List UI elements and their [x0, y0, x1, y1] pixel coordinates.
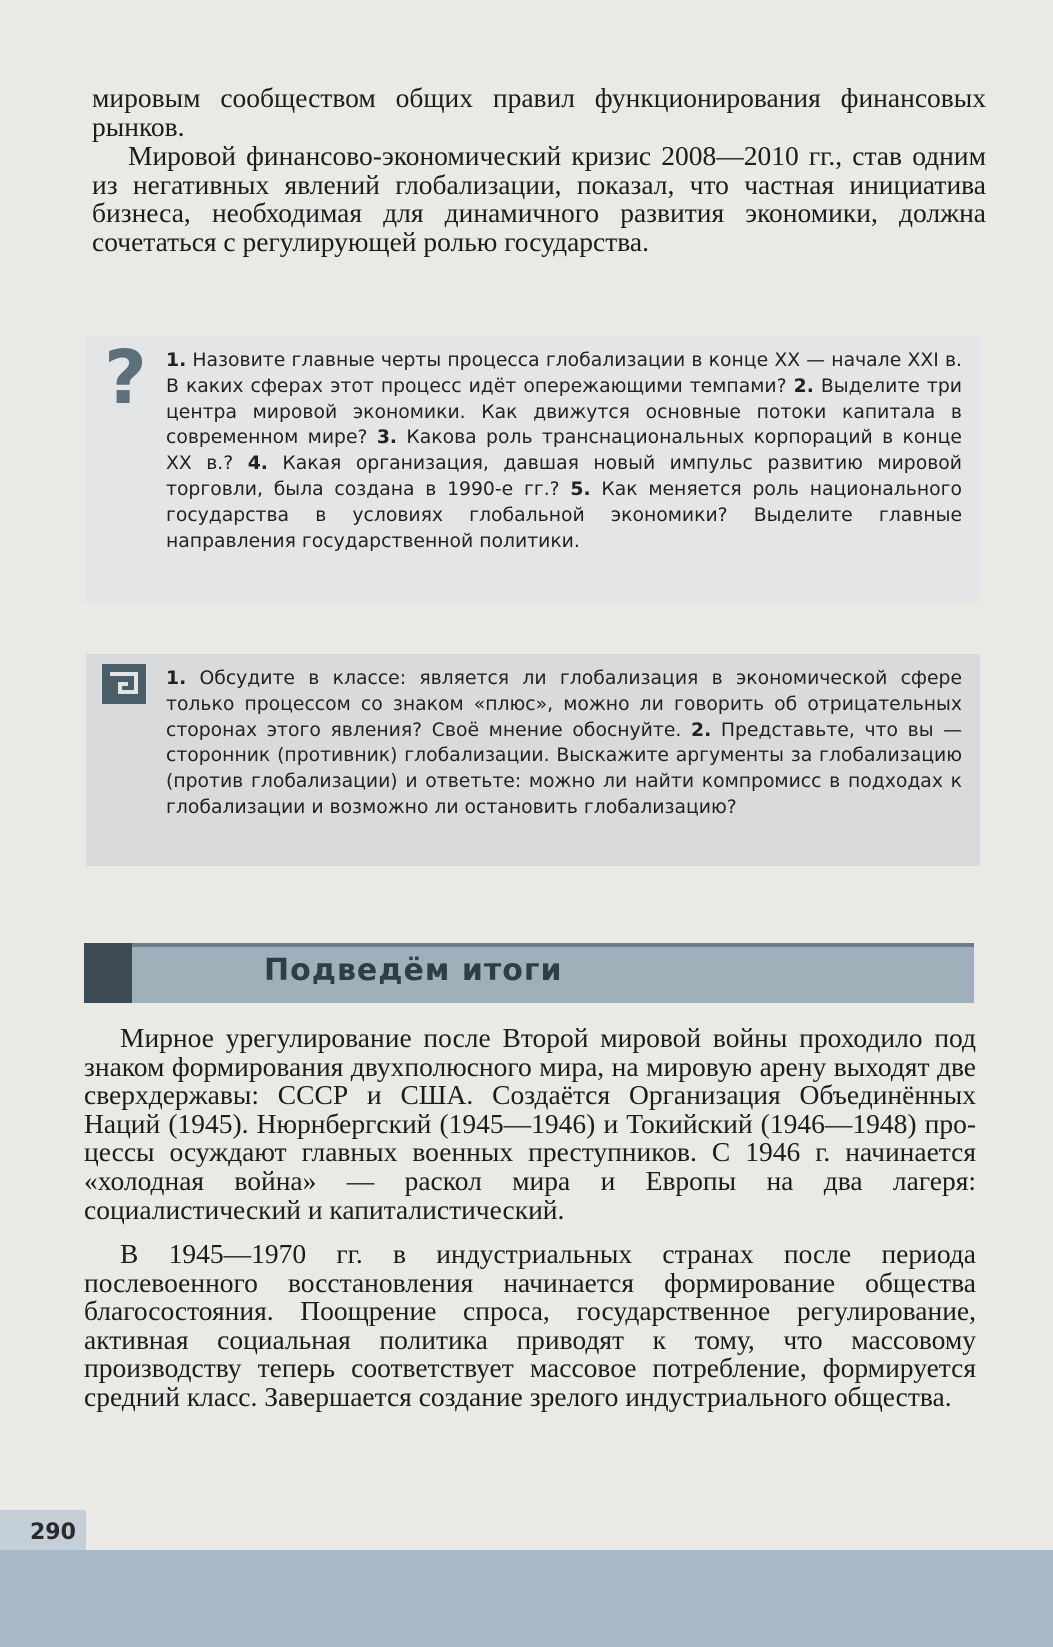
summary-header-line [132, 943, 974, 947]
task-text: Представьте, что вы — сторонник (противник) глобализации. Выскажите аргументы за глобализацию (против глобализации) и ответьте: можно ли найти компромисс в подходах к глобализации и возможно ли остановить глобализацию? [166, 719, 962, 818]
questions-box [86, 336, 980, 602]
question-number: 2. [793, 375, 814, 397]
task-number: 1. [166, 668, 187, 689]
summary-header-accent [84, 943, 132, 1003]
question-text: Как меняется роль национального государства в условиях глобальной экономики? Выделите главные направления государственной политики. [166, 478, 962, 552]
question-mark-icon: ? [104, 335, 147, 421]
question-number: 5. [570, 478, 591, 500]
paragraph-continuation: мировым сообществом общих правил функционирования финансовых рынков. [92, 82, 986, 142]
discussion-text [166, 666, 962, 821]
footer-band [0, 1550, 1053, 1647]
discussion-box [86, 654, 980, 866]
summary-title: Подведём итоги [264, 953, 563, 988]
summary-paragraph-1: Мирное урегулирование после Второй мировой войны проходило под знаком формирования двухполюсного мира, на мировую арену выходят две сверхдержавы: СССР и США. Создаётся Организация Объединённых Наций (1945). Нюрнбергский (1945—1946) и Токийский (1946—1948) процессы осуждают главных военных преступников. С 1946 г. начинается «холодная война» — раскол мира и Европы на два лагеря: социалистический и капиталистический. [84, 1022, 976, 1225]
question-number: 1. [166, 350, 187, 371]
question-number: 4. [247, 453, 268, 475]
summary-paragraph-2: В 1945—1970 гг. в индустриальных странах после периода послевоенного восстановления начинается формирование общества благосостояния. Поощрение спроса, государственное регулирование, активная социальная политика приводят к тому, что массовому производству теперь соответствует массовое потребление, формируется средний класс. Завершается создание зрелого индустриального общества. [84, 1238, 976, 1412]
question-text: Выделите три центра мировой экономики. Как движутся основные потоки капитала в современном мире? [166, 375, 962, 449]
discussion-icon [100, 662, 148, 706]
question-number: 3. [376, 427, 398, 449]
summary-header [84, 943, 974, 1003]
question-text: Назовите главные черты процесса глобализации в конце XX — начале XXI в. В каких сферах этот процесс идёт опережающими темпами? [166, 350, 962, 397]
task-text: Обсудите в классе: является ли глобализация в экономической сфере только процессом со знаком «плюс», можно ли говорить об отрицательных сторонах этого явления? Своё мнение обоснуйте. [166, 668, 962, 741]
task-number: 2. [691, 719, 712, 741]
questions-text [166, 348, 962, 554]
question-text: Какая организация, давшая новый импульс развитию мировой торговли, была создана в 1990-е гг.? [166, 453, 962, 500]
page-number: 290 [30, 1520, 76, 1545]
paragraph-crisis: Мировой финансово-экономический кризис 2008—2010 гг., став одним из негативных явлений глобализации, показал, что частная инициатива бизнеса, необходимая для динамичного развития экономики, должна сочетаться с регулирующей ролью государства. [92, 140, 986, 257]
question-text: Какова роль транснациональных корпораций в конце XX в.? [166, 427, 962, 475]
